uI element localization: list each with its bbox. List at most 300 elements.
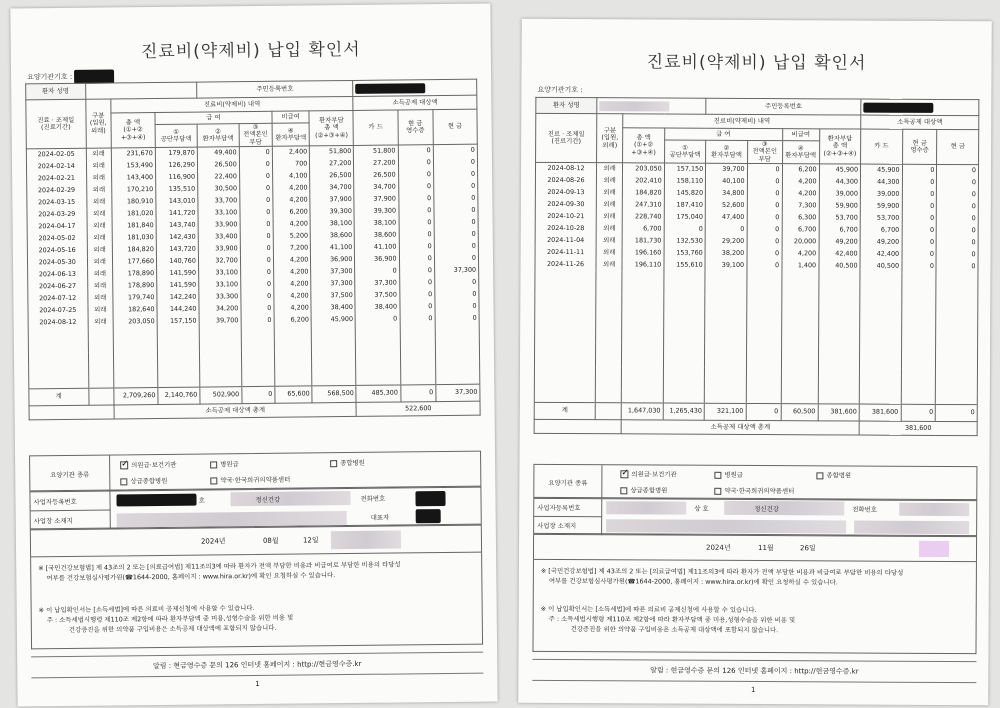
row-value: 29,200 [705,235,747,247]
rrn-label: 주민등록번호 [706,98,861,115]
row-date [29,376,89,389]
row-value: 203,050 [113,316,157,328]
sum-label: 계 [534,402,595,419]
sum-value: 485,300 [356,385,400,402]
sum-value: 1,647,030 [621,403,663,420]
row-value: 0 [747,200,782,212]
fee-header: 진료비(약제비) 내역 [111,96,354,113]
option-general-hospital[interactable]: 종합병원 [816,470,851,479]
row-value: 6,700 [782,224,819,236]
row-value: 38,400 [355,301,399,313]
period-header: 진료 · 조제일 (진료기간) [536,113,597,162]
checkbox-checked-icon[interactable] [620,470,628,478]
row-value: 4,200 [274,302,312,314]
row-value [435,360,479,372]
row-value: 187,410 [664,199,706,211]
row-value [113,340,157,352]
row-value [622,295,664,307]
row-value [901,272,936,284]
row-value: 0 [355,313,399,325]
checkbox-icon[interactable] [210,461,217,468]
row-value: 0 [240,254,273,266]
row-value: 0 [398,193,433,205]
row-value: 143,720 [156,243,198,255]
row-value [781,380,818,392]
row-value: 132,530 [664,235,706,247]
row-value [663,307,705,319]
biz-no-label: 사업자등록번호 [534,499,602,517]
sub-header-3: ③ 전액본인부담 [747,140,782,163]
row-value [901,320,936,332]
row-value: 0 [435,288,479,300]
page-title: 진료비(약제비) 납입 확인서 [646,52,867,74]
row-value [818,284,860,296]
org-code-label: 요양기관기호 : [27,69,115,84]
checkbox-icon[interactable] [714,471,721,478]
row-value: 27,200 [354,157,398,169]
row-value: 34,700 [354,181,398,193]
row-value [622,331,664,343]
row-value: 0 [902,200,937,212]
row-value: 30,500 [198,183,240,195]
row-value: 0 [664,223,706,235]
self-total-header: 환자부담 총 액 (②+③+④) [309,110,353,146]
row-value: 외래 [87,232,112,244]
row-value: 0 [902,188,937,200]
row-date [535,318,596,330]
row-value: 38,100 [310,218,354,230]
row-value [781,296,818,308]
row-value: 0 [239,146,272,158]
row-value: 0 [399,229,434,241]
row-value: 38,200 [705,247,747,259]
row-value [818,320,860,332]
blur-mark [724,501,844,516]
row-value [622,307,664,319]
row-value [664,283,706,295]
checkbox-icon[interactable] [620,487,627,494]
row-value: 33,700 [198,195,240,207]
row-date [535,306,596,318]
row-value: 0 [937,237,979,249]
row-value: 4,200 [782,176,819,188]
row-value: 49,200 [860,236,902,248]
cash-header: 현 금 [937,129,979,164]
row-value: 37,500 [311,290,355,302]
row-value: 외래 [86,184,111,196]
sum-blank [595,403,621,420]
row-date: 2024-05-02 [27,232,87,245]
row-date [535,342,596,354]
row-value: 외래 [596,187,622,199]
row-value: 0 [433,156,477,168]
row-value [936,357,978,369]
row-value: 외래 [596,199,622,211]
row-value [705,355,747,367]
row-value: 37,300 [355,277,399,289]
institution-type-section [29,451,481,492]
row-date: 2024-04-17 [27,220,87,233]
row-value: 178,890 [112,268,156,280]
row-value: 4,200 [274,290,312,302]
row-value: 39,000 [860,188,902,200]
row-value [746,344,781,356]
benefit-header: 급 여 [664,128,782,141]
row-value [705,343,747,355]
row-value: 4,200 [274,278,312,290]
row-value [705,367,747,379]
row-value [819,272,861,284]
blur-mark [854,521,969,535]
row-date: 2024-07-25 [28,304,88,317]
sub-header-2: ② 환자부담액 [197,124,239,148]
blur-mark [599,101,669,111]
row-value [596,295,622,307]
row-value [818,368,860,380]
row-value [781,308,818,320]
row-value [705,283,747,295]
row-value: 외래 [596,211,622,223]
checkbox-icon[interactable] [714,487,721,494]
row-value: 39,700 [199,315,241,327]
row-value [705,271,747,283]
sum-blank [88,388,114,405]
cash-receipt-header: 현 금 영수증 [397,110,433,145]
checkbox-icon[interactable] [330,460,337,467]
row-value: 0 [936,261,978,273]
row-value [860,332,902,344]
row-value: 33,100 [199,279,241,291]
row-value: 39,000 [819,188,861,200]
address-label: 사업장 소재지 [31,511,111,531]
sum-value: 0 [746,404,781,421]
patient-name-value [597,98,706,115]
row-value: 184,820 [112,244,156,256]
row-value: 49,200 [819,236,861,248]
row-value: 5,200 [273,230,311,242]
row-value: 0 [240,242,273,254]
row-value: 51,800 [354,145,398,157]
total-header: 총 액 (①+② +③+④) [111,113,155,149]
row-value: 0 [398,169,433,181]
row-value: 6,200 [782,164,819,176]
page-number: 1 [751,685,756,695]
row-value [746,368,781,380]
row-value [88,328,113,340]
row-value: 36,900 [355,253,399,265]
row-value: 196,110 [622,259,664,271]
row-value: 0 [434,240,478,252]
row-date [29,364,89,377]
row-value: 0 [241,290,274,302]
row-value [746,296,781,308]
row-value [781,272,818,284]
row-value [622,391,664,403]
self-total-header: 환자부담 총 액 (②+③+④) [819,129,861,164]
row-value [936,381,978,393]
row-value [356,337,400,349]
row-value: 196,160 [622,247,664,259]
row-value [312,362,356,374]
row-value: 49,400 [197,147,239,159]
row-value [901,332,936,344]
row-value: 231,670 [111,148,155,160]
row-value: 0 [936,249,978,261]
issue-day: 12일 [302,536,319,545]
row-value: 4,200 [782,248,819,260]
row-value: 143,740 [156,219,198,231]
row-value: 143,010 [156,195,198,207]
blur-mark [117,511,347,527]
row-date: 2024-10-28 [535,222,596,234]
row-value: 33,300 [199,291,241,303]
issue-date-section [533,534,977,562]
row-value: 1,400 [782,260,819,272]
checkbox-checked-icon[interactable] [120,461,128,469]
row-value: 39,300 [310,206,354,218]
card-header: 카 드 [353,110,397,146]
row-value: 26,500 [197,159,239,171]
row-date [534,354,595,366]
option-tertiary-hospital[interactable]: 상급종합병원 [620,485,667,494]
row-value: 외래 [596,259,622,271]
row-value: 외래 [87,268,112,280]
row-value: 0 [937,225,979,237]
row-value: 157,150 [664,163,706,175]
row-value: 37,300 [434,264,478,276]
blur-mark [331,530,401,549]
row-value: 40,100 [706,175,748,187]
option-tertiary-hospital[interactable]: 상급종합병원 [120,476,167,485]
row-value: 외래 [86,196,111,208]
row-value: 126,290 [155,159,197,171]
sum-value: 321,100 [704,403,746,420]
row-value: 외래 [88,316,113,328]
row-value [622,271,664,283]
row-value: 0 [398,205,433,217]
row-value [705,379,747,391]
row-value [901,368,936,380]
row-value: 153,490 [111,160,155,172]
row-value: 155,610 [664,259,706,271]
row-date: 2024-08-26 [535,174,596,186]
row-date: 2024-03-15 [27,196,87,209]
row-value: 34,200 [199,303,241,315]
redaction-mark [356,83,426,94]
nonbenefit-header: 비급여 [272,111,310,123]
row-value: 0 [902,224,937,236]
row-value [746,320,781,332]
row-value: 142,240 [157,291,199,303]
row-value [781,356,818,368]
row-value: 4,200 [273,194,311,206]
row-value [435,348,479,360]
row-value: 59,900 [860,200,902,212]
row-value [200,375,242,387]
row-value: 외래 [87,304,112,316]
deduct-total-value: 381,600 [859,421,977,436]
blur-mark [606,519,846,533]
row-value: 0 [747,224,782,236]
sum-value: 2,709,260 [114,388,158,405]
row-value [241,350,274,362]
row-value [859,392,901,404]
row-value: 142,430 [156,231,198,243]
row-value: 0 [239,182,272,194]
row-value [88,364,113,376]
row-value: 45,900 [311,314,355,326]
row-value [241,362,274,374]
rrn-value [353,79,477,96]
row-date: 2024-02-14 [26,160,86,173]
row-value: 0 [239,158,272,170]
row-value: 39,700 [706,163,748,175]
business-info-section [29,487,481,530]
row-value: 141,590 [157,267,199,279]
phone-label: 전화번호 [852,505,877,514]
row-value: 0 [399,253,434,265]
row-value: 34,800 [706,187,748,199]
row-date: 2024-06-27 [28,280,88,293]
issue-day: 26일 [800,544,816,553]
row-value: 0 [902,164,937,176]
row-value: 2,400 [272,146,310,158]
institution-type-section [533,464,977,500]
row-value: 170,210 [112,184,156,196]
row-value: 37,500 [355,289,399,301]
row-value: 4,200 [273,182,311,194]
blur-mark [606,501,686,514]
row-value: 40,500 [819,260,861,272]
row-value: 외래 [86,208,111,220]
row-date: 2024-02-29 [27,184,87,197]
footer-notice: 알림 : 현금영수증 문의 126 인터넷 홈페이지 : http://현금영수증.kr [532,659,976,683]
row-value: 0 [434,204,478,216]
address-label: 사업장 소재지 [534,517,602,535]
row-value [901,392,936,404]
sum-value: 568,500 [312,386,356,403]
row-value [400,337,435,349]
row-value: 36,900 [311,254,355,266]
row-value: 0 [434,276,478,288]
option-pharmacy[interactable]: 약국·한국희귀의약품센터 [210,475,290,485]
row-value: 0 [433,168,477,180]
row-value: 0 [705,223,747,235]
business-info-section [533,498,977,536]
option-hospital[interactable]: 병원급 [714,470,743,479]
row-value: 0 [747,188,782,200]
row-value: 158,110 [664,175,706,187]
row-value: 0 [937,213,979,225]
row-value [901,344,936,356]
sum-value: 0 [242,386,275,403]
row-value: 외래 [596,235,622,247]
row-value: 182,640 [113,304,157,316]
row-value: 184,820 [623,187,665,199]
row-value [199,327,241,339]
row-value: 0 [937,177,979,189]
row-value: 700 [272,158,310,170]
page-number: 1 [255,679,260,689]
row-value: 42,400 [819,248,861,260]
row-value [241,338,274,350]
row-value: 45,900 [819,164,861,176]
row-value [860,344,902,356]
fee-table [534,97,980,436]
row-value [312,350,356,362]
row-value: 4,200 [273,218,311,230]
row-value: 144,240 [157,303,199,315]
row-value: 6,200 [274,314,312,326]
row-value [747,272,782,284]
cash-receipt-header: 현 금 영수증 [902,129,937,164]
row-value: 51,800 [310,146,354,158]
row-value: 27,200 [310,158,354,170]
row-value: 0 [747,260,782,272]
row-value [705,295,747,307]
row-value [400,349,435,361]
row-value: 0 [240,230,273,242]
row-value: 6,200 [273,206,311,218]
row-value: 45,900 [861,164,903,176]
row-value: 외래 [87,292,112,304]
row-value [199,351,241,363]
row-value: 외래 [87,220,112,232]
row-value [622,379,664,391]
row-value: 116,900 [156,171,198,183]
notes-block-2: ※ 이 납입확인서는 [소득세법]에 따른 의료비 공제신청에 사용할 수 있습니다. 주 : 소득세법시행령 제110조 제2항에 따라 환자부담액 중 미용,성형수술을 위한 비용 및 건강증진을 위한 의약품 구입비용은 소득공제 대상액에 포함되지 않습니다. [540,604,796,634]
sum-value: 65,600 [275,386,313,403]
row-value: 0 [399,265,434,277]
row-value: 247,310 [623,199,665,211]
row-value [860,272,902,284]
row-value: 34,700 [310,182,354,194]
checkbox-icon[interactable] [210,477,217,484]
row-value: 44,300 [860,176,902,188]
row-value: 0 [399,241,434,253]
row-value [901,356,936,368]
row-value [781,344,818,356]
option-pharmacy[interactable]: 약국·한국희귀의약품센터 [714,486,794,495]
checkbox-icon[interactable] [120,478,127,485]
row-value: 0 [399,289,434,301]
row-date: 2024-11-26 [535,258,596,270]
option-clinic[interactable]: ✓의원급·보건기관 [620,469,676,478]
row-value: 32,700 [198,255,240,267]
row-value: 179,870 [155,147,197,159]
row-value: 0 [902,176,937,188]
row-value: 0 [398,181,433,193]
option-general-hospital[interactable]: 종합병원 [330,458,365,467]
option-hospital[interactable]: 병원급 [210,459,239,468]
checkbox-icon[interactable] [816,472,823,479]
row-value: 33,400 [198,231,240,243]
footer-notice: 알림 : 현금영수증 문의 126 인터넷 홈페이지 : http://현금영수증.kr [31,652,483,679]
row-value [664,295,706,307]
notes-block-2: ※ 이 납입확인서는 [소득세법]에 따른 의료비 공제신청에 사용할 수 있습니다. 주 : 소득세법시행령 제110조 제2항에 따라 환자부담액 중 미용,성형수술을 위한 비용 및 건강증진을 위한 의약품 구입비용은 소득공제 대상액에 포함되지 않습니다. [38,604,294,634]
page-title: 진료비(약제비) 납입 확인서 [140,39,361,63]
row-value [781,392,818,404]
row-date [28,328,88,341]
corp-value: 정신건강 [754,504,779,514]
row-value: 0 [902,248,937,260]
row-value: 47,400 [705,211,747,223]
row-value: 153,760 [664,247,706,259]
row-value [596,283,622,295]
deduct-header: 소득공제 대상액 [861,115,979,130]
row-value [113,352,157,364]
option-clinic[interactable]: ✓의원급·보건기관 [120,460,176,470]
